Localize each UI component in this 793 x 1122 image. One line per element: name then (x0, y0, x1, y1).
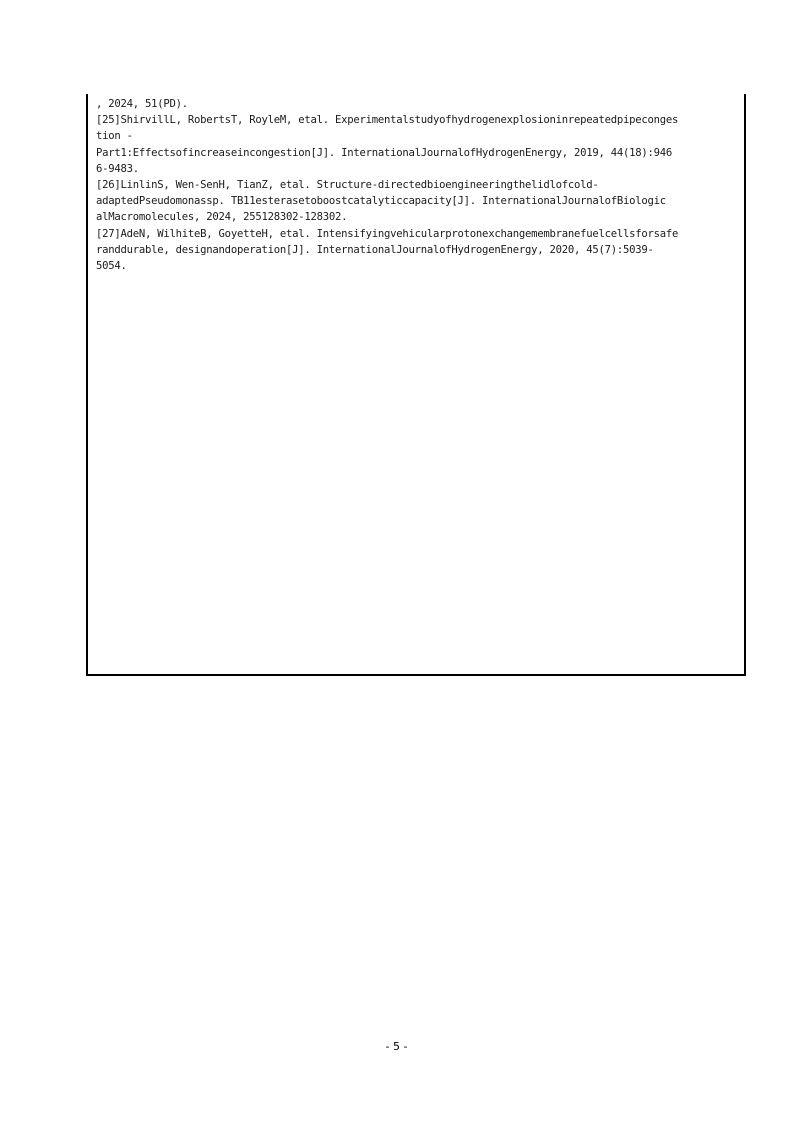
reference-line: randdurable, designandoperation[J]. InternationalJournalofHydrogenEnergy, 2020, 45(7):5039- (96, 243, 654, 256)
reference-line: adaptedPseudomonassp. TB11esterasetoboostcatalyticcapacity[J]. InternationalJournalofBiologic (96, 195, 666, 208)
references-text (96, 96, 740, 274)
reference-line: [27]AdeN, WilhiteB, GoyetteH, etal. Intensifyingvehicularprotonexchangemembranefuelcellsforsafe (96, 227, 679, 240)
page-number: - 5 - (385, 1040, 408, 1053)
references-frame (86, 94, 746, 676)
reference-line: Part1:Effectsofincreaseincongestion[J]. InternationalJournalofHydrogenEnergy, 2019, 44(18):946 (96, 146, 673, 159)
reference-line: [25]ShirvillL, RobertsT, RoyleM, etal. Experimentalstudyofhydrogenexplosioninrepeatedpipeconges (96, 114, 679, 127)
reference-line: 5054. (96, 259, 127, 272)
reference-line: [26]LinlinS, Wen-SenH, TianZ, etal. Structure-directedbioengineeringthelidlofcold- (96, 178, 599, 191)
reference-line: , 2024, 51(PD). (96, 98, 188, 110)
reference-line: alMacromolecules, 2024, 255128302-128302. (96, 211, 348, 224)
reference-line: tion - (96, 130, 133, 143)
reference-line: 6-9483. (96, 162, 139, 175)
